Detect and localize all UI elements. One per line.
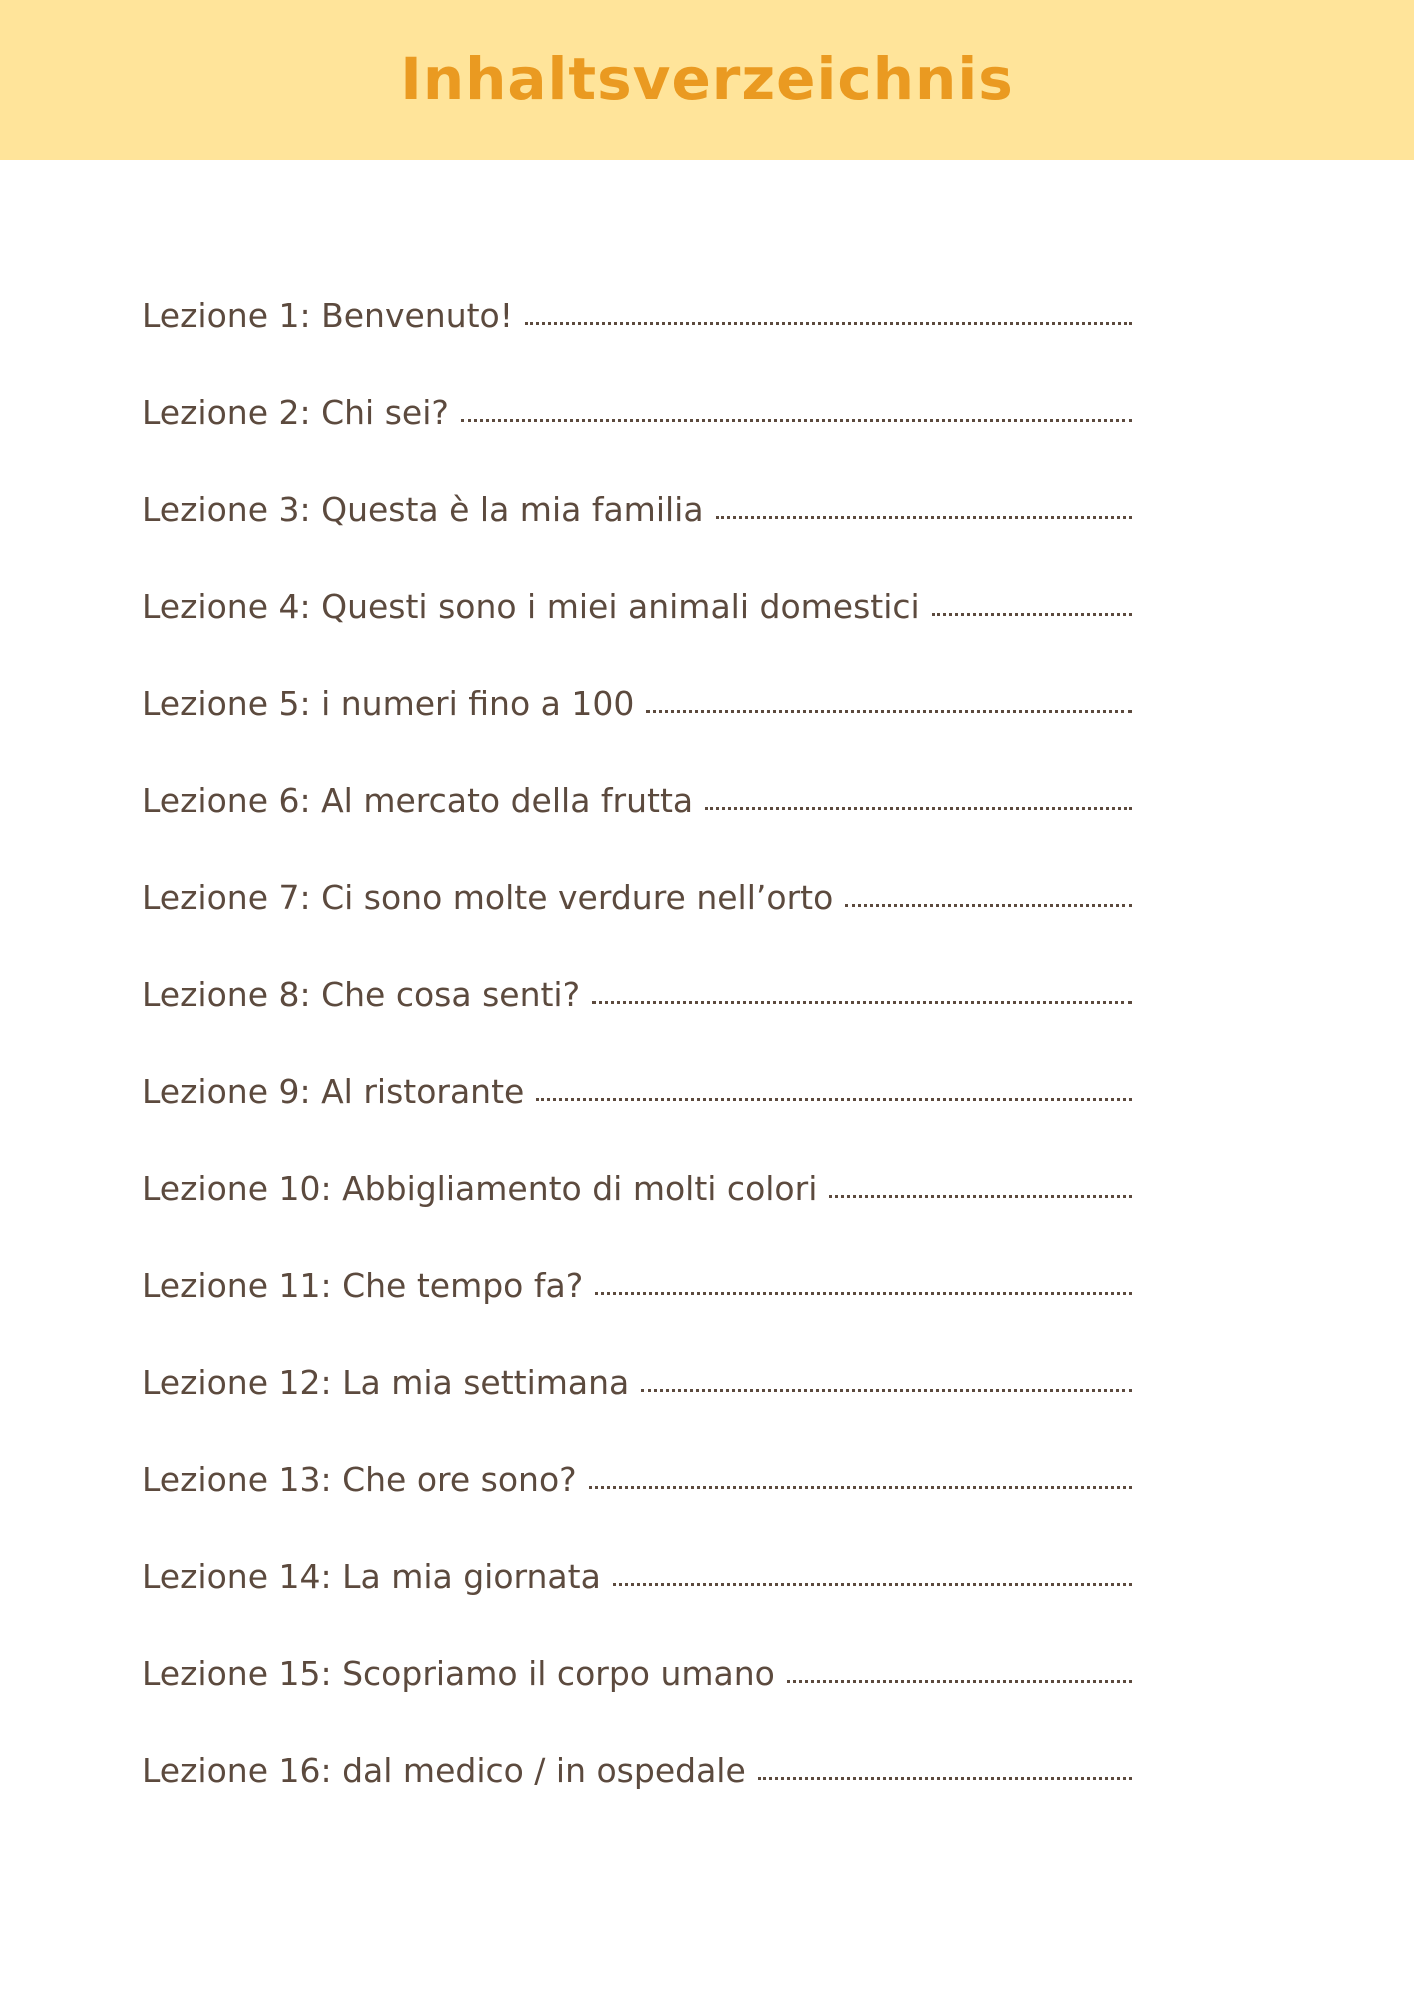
- dot-leader: [525, 318, 1132, 325]
- toc-entry-label: Lezione 10: Abbigliamento di molti colori: [142, 1169, 818, 1208]
- toc-entry-label: Lezione 4: Questi sono i miei animali domestici: [142, 587, 920, 626]
- dot-leader: [829, 1191, 1132, 1198]
- toc-entry-label: Lezione 16: dal medico / in ospedale: [142, 1751, 746, 1790]
- dot-leader: [646, 706, 1132, 713]
- toc-entry-15: [142, 1654, 1132, 1751]
- toc-entry-label: Lezione 12: La mia settimana: [142, 1363, 630, 1402]
- toc-entry-9: [142, 1072, 1132, 1169]
- dot-leader: [932, 609, 1132, 616]
- toc-entry-label: Lezione 7: Ci sono molte verdure nell’orto: [142, 878, 834, 917]
- toc-entry-label: Lezione 8: Che cosa senti?: [142, 975, 581, 1014]
- toc-entry-label: Lezione 5: i numeri fino a 100: [142, 684, 635, 723]
- dot-leader: [595, 1288, 1132, 1295]
- toc-entry-label: Lezione 15: Scopriamo il corpo umano: [142, 1654, 775, 1693]
- toc-entry-label: Lezione 13: Che ore sono?: [142, 1460, 577, 1499]
- dot-leader: [787, 1676, 1132, 1683]
- page-title: Inhaltsverzeichnis: [400, 45, 1014, 113]
- dot-leader: [641, 1385, 1132, 1392]
- dot-leader: [461, 415, 1132, 422]
- toc-entry-label: Lezione 9: Al ristorante: [142, 1072, 525, 1111]
- toc-entry-label: Lezione 11: Che tempo fa?: [142, 1266, 584, 1305]
- toc-entry-12: [142, 1363, 1132, 1460]
- toc-entry-2: [142, 393, 1132, 490]
- table-of-contents: [142, 296, 1132, 1848]
- toc-entry-label: Lezione 2: Chi sei?: [142, 393, 449, 432]
- toc-entry-label: Lezione 6: Al mercato della frutta: [142, 781, 694, 820]
- dot-leader: [705, 803, 1132, 810]
- toc-entry-label: Lezione 14: La mia giornata: [142, 1557, 601, 1596]
- toc-entry-11: [142, 1266, 1132, 1363]
- dot-leader: [758, 1773, 1132, 1780]
- toc-entry-7: [142, 878, 1132, 975]
- dot-leader: [536, 1094, 1132, 1101]
- toc-entry-10: [142, 1169, 1132, 1266]
- dot-leader: [845, 900, 1132, 907]
- dot-leader: [613, 1579, 1132, 1586]
- dot-leader: [592, 997, 1132, 1004]
- toc-entry-label: Lezione 1: Benvenuto!: [142, 296, 513, 335]
- toc-entry-1: [142, 296, 1132, 393]
- toc-entry-5: [142, 684, 1132, 781]
- toc-entry-16: [142, 1751, 1132, 1848]
- dot-leader: [716, 512, 1132, 519]
- toc-entry-6: [142, 781, 1132, 878]
- header-banner: [0, 0, 1414, 160]
- toc-entry-13: [142, 1460, 1132, 1557]
- toc-entry-4: [142, 587, 1132, 684]
- dot-leader: [589, 1482, 1132, 1489]
- toc-entry-3: [142, 490, 1132, 587]
- toc-entry-8: [142, 975, 1132, 1072]
- toc-entry-14: [142, 1557, 1132, 1654]
- toc-entry-label: Lezione 3: Questa è la mia familia: [142, 490, 704, 529]
